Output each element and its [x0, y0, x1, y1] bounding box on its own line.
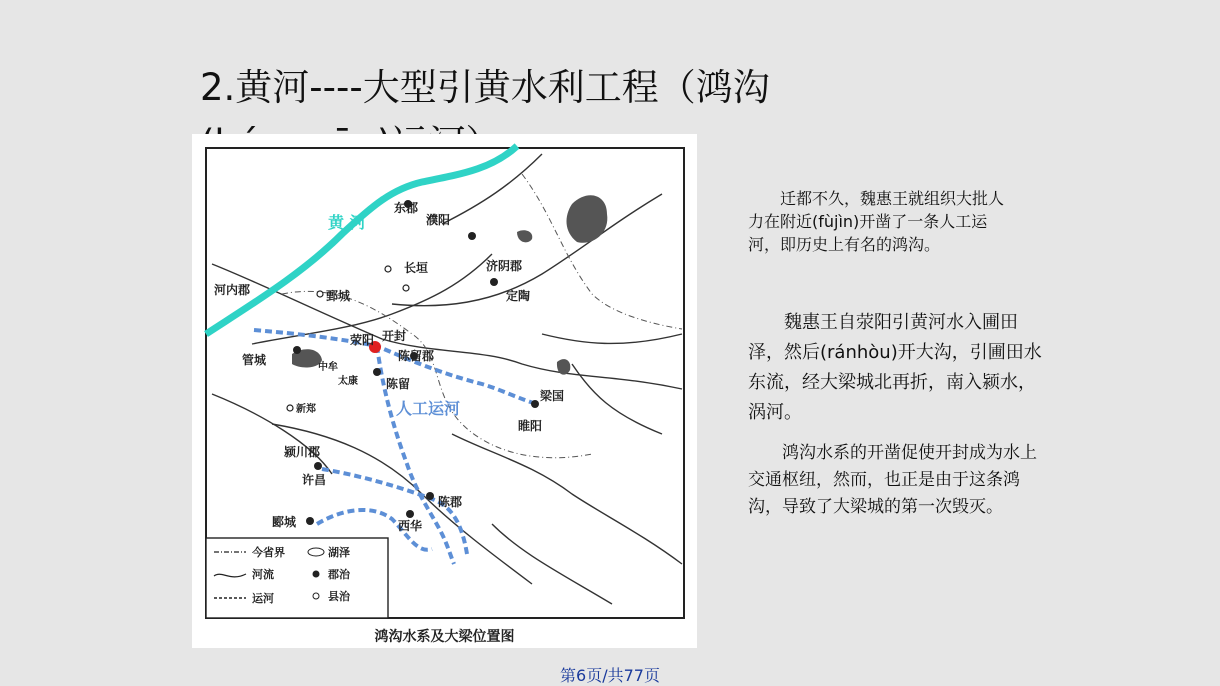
- map-legend: [206, 538, 388, 618]
- label-taikang: 太康: [338, 376, 358, 387]
- legend-canal: 运河: [252, 592, 274, 605]
- label-zhengzhou: 荥阳: [350, 333, 375, 347]
- hong-gou-map: [192, 134, 697, 648]
- legend-commandery-swatch: [313, 571, 320, 578]
- label-jiyin: 济阴郡: [486, 259, 523, 273]
- label-guancheng: 管城: [242, 353, 267, 367]
- label-juancheng: 鄄城: [326, 289, 351, 303]
- yellow-river-line: [206, 146, 517, 334]
- page-number: 第6页/共77页: [560, 666, 660, 685]
- label-chenliu-town: 陈留: [386, 377, 411, 391]
- map-caption: 鸿沟水系及大梁位置图: [374, 629, 515, 645]
- label-xuchang: 许昌: [302, 473, 327, 487]
- label-suiyang: 睢阳: [518, 419, 543, 433]
- label-xinzheng: 新郑: [296, 404, 316, 415]
- legend-county: 县治: [328, 590, 350, 603]
- label-kaifeng: 开封: [382, 329, 407, 343]
- label-henei: 河内郡: [214, 283, 251, 297]
- slide-title: 2.黄河----大型引黄水利工程（鸿沟: [200, 66, 770, 109]
- label-yingchuan: 颍川郡: [284, 445, 321, 459]
- legend-river: 河流: [252, 568, 274, 581]
- label-dongjun: 东郡: [394, 201, 419, 215]
- label-dingtao: 定陶: [506, 289, 531, 303]
- label-chenjun: 陈郡: [438, 495, 463, 509]
- legend-province-border: 今省界: [252, 546, 285, 559]
- label-changyuan: 长垣: [404, 261, 429, 275]
- label-liangguo: 梁国: [540, 389, 565, 403]
- legend-lake: 湖泽: [328, 546, 350, 559]
- legend-commandery: 郡治: [328, 568, 350, 581]
- lake-dazeye: [567, 195, 608, 242]
- label-zhongmou: 中牟: [318, 362, 338, 373]
- label-yancheng: 郾城: [272, 515, 297, 529]
- paragraph-3: 鸿沟水系的开凿促使开封成为水上交通枢纽，然而，也正是由于这条鸿沟，导致了大梁城的第一次毁灭。: [748, 443, 1037, 517]
- legend-lake-swatch: [308, 548, 324, 556]
- label-puyang: 濮阳: [426, 213, 451, 227]
- legend-county-swatch: [313, 593, 319, 599]
- label-yellow-river: 黄 河: [328, 213, 366, 232]
- map-figure: [192, 134, 697, 648]
- label-canal: 人工运河: [396, 399, 461, 418]
- paragraph-1: 迁都不久，魏惠王就组织大批人力在附近(fùjìn)开凿了一条人工运河，即历史上有名的鸿沟。: [748, 189, 1005, 254]
- label-xihua: 西华: [398, 519, 423, 533]
- lake-heze: [517, 230, 532, 242]
- paragraph-2: 魏惠王自荥阳引黄河水入圃田泽，然后(ránhòu)开大沟，引圃田水东流，经大梁城北再折，南入颍水，涡河。: [748, 312, 1042, 423]
- label-chenliu: 陈留郡: [398, 349, 435, 363]
